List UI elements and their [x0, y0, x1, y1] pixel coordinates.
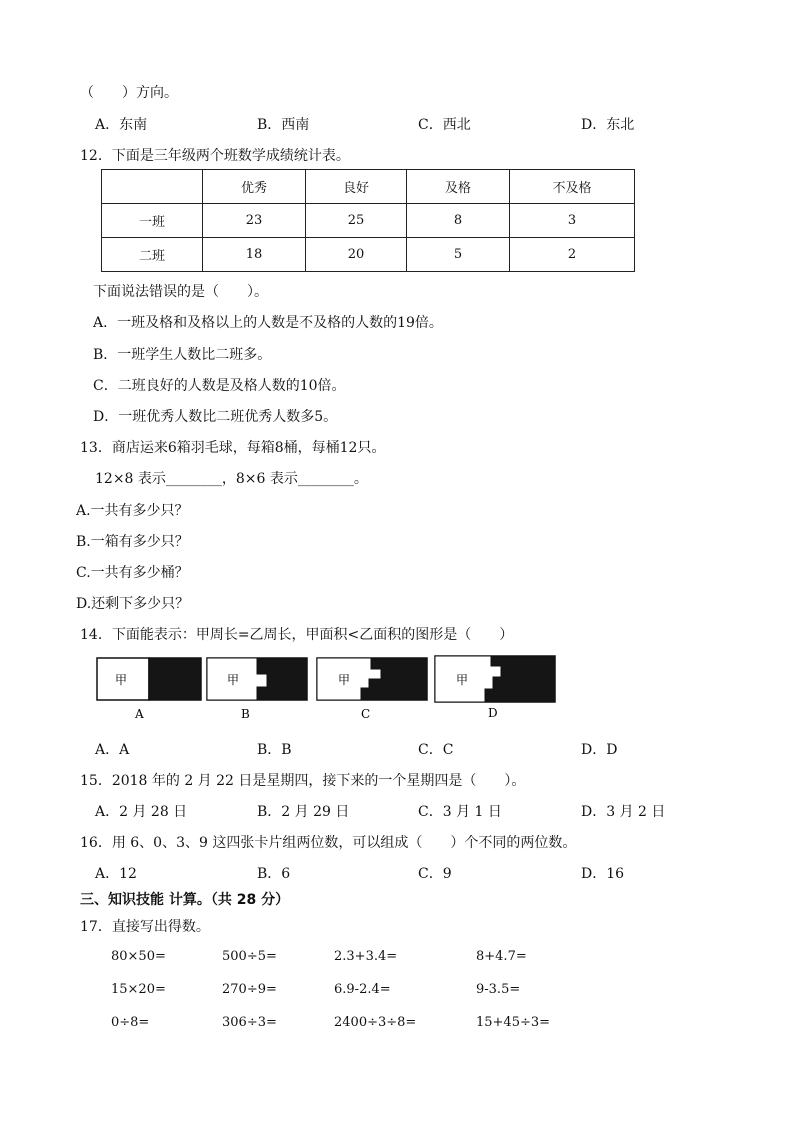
q17-stem: 17．直接写出得数。 — [80, 919, 210, 935]
q14-stem: 14．下面能表示：甲周长=乙周长，甲面积<乙面积的图形是（ ） — [80, 627, 514, 643]
table-cell: 二班 — [102, 238, 203, 272]
q13-stem: 13．商店运来6箱羽毛球，每箱8桶，每桶12只。 — [80, 440, 386, 456]
table-cell: 25 — [306, 204, 407, 238]
q13-option-d: D.还剩下多少只？ — [76, 596, 190, 612]
calc-item: 2.3+3.4= — [334, 949, 398, 964]
calc-item: 2400÷3÷8= — [334, 1015, 417, 1030]
section-3-title: 三、知识技能 计算。（共 28 分） — [80, 892, 290, 908]
q13-fill-blank: 12×8 表示________，8×6 表示________。 — [95, 471, 368, 487]
table-header-cell: 不及格 — [510, 170, 635, 204]
q16-option-b: B．6 — [257, 866, 291, 882]
q11-option-c: C．西北 — [418, 117, 471, 133]
score-table — [101, 169, 635, 272]
calc-item: 270÷9= — [222, 982, 277, 997]
table-header-row — [102, 170, 635, 204]
q16-option-d: D．16 — [581, 866, 625, 882]
q12-option-a: A．一班及格和及格以上的人数是不及格的人数的19倍。 — [93, 315, 443, 331]
q16-stem: 16．用 6、0、3、9 这四张卡片组两位数，可以组成（ ）个不同的两位数。 — [80, 835, 577, 851]
figure-a-letter: A — [135, 707, 144, 721]
q12-option-d: D．一班优秀人数比二班优秀人数多5。 — [93, 409, 338, 425]
table-header-cell: 优秀 — [203, 170, 306, 204]
table-row — [102, 204, 635, 238]
q15-option-d: D．3 月 2 日 — [581, 804, 666, 820]
q14-figure — [95, 655, 565, 723]
q14-option-a: A．A — [95, 742, 130, 758]
q13-option-a: A.一共有多少只？ — [76, 503, 189, 519]
figure-d-letter: D — [488, 706, 498, 720]
table-cell: 一班 — [102, 204, 203, 238]
table-row — [102, 238, 635, 272]
q12-option-c: C．二班良好的人数是及格人数的10倍。 — [93, 378, 346, 394]
table-cell: 8 — [407, 204, 510, 238]
figure-d-label: 甲 — [456, 673, 469, 687]
table-cell: 3 — [510, 204, 635, 238]
q11-option-b: B．西南 — [257, 117, 310, 133]
calc-item: 15+45÷3= — [476, 1015, 551, 1030]
calc-item: 306÷3= — [222, 1015, 277, 1030]
figure-d — [435, 656, 555, 720]
calc-item: 8+4.7= — [476, 949, 527, 964]
q13-option-c: C.一共有多少桶？ — [76, 565, 189, 581]
q15-option-c: C．3 月 1 日 — [418, 804, 502, 820]
q16-option-c: C．9 — [418, 866, 452, 882]
table-header-cell: 及格 — [407, 170, 510, 204]
figure-b — [207, 658, 307, 721]
q16-option-a: A．12 — [95, 866, 137, 882]
q15-option-b: B．2 月 29 日 — [257, 804, 350, 820]
table-cell: 23 — [203, 204, 306, 238]
figure-b-label: 甲 — [227, 673, 240, 687]
q15-stem: 15．2018 年的 2 月 22 日是星期四，接下来的一个星期四是（ ）。 — [80, 773, 526, 789]
figure-a — [97, 658, 201, 721]
figure-c-letter: C — [361, 707, 371, 721]
table-cell: 20 — [306, 238, 407, 272]
table-cell: 2 — [510, 238, 635, 272]
q14-option-c: C．C — [418, 742, 454, 758]
figure-a-label: 甲 — [115, 673, 128, 687]
q12-prompt: 下面说法错误的是（ ）。 — [93, 284, 268, 300]
figure-c-label: 甲 — [338, 673, 351, 687]
q11-tail-text: （ ）方向。 — [80, 85, 178, 101]
q15-option-a: A．2 月 28 日 — [95, 804, 188, 820]
figure-b-letter: B — [241, 707, 250, 721]
table-header-cell — [102, 170, 203, 204]
calc-item: 500÷5= — [222, 949, 277, 964]
q14-option-d: D．D — [581, 742, 618, 758]
calc-item: 6.9-2.4= — [334, 982, 391, 997]
calc-item: 0÷8= — [111, 1015, 150, 1030]
q13-option-b: B.一箱有多少只？ — [76, 534, 189, 550]
table-header-cell: 良好 — [306, 170, 407, 204]
q11-option-a: A．东南 — [95, 117, 148, 133]
calc-item: 80×50= — [111, 949, 166, 964]
q11-option-d: D．东北 — [581, 117, 635, 133]
q12-option-b: B．一班学生人数比二班多。 — [93, 347, 272, 363]
figure-c — [317, 658, 427, 721]
q14-option-b: B．B — [257, 742, 292, 758]
table-cell: 18 — [203, 238, 306, 272]
calc-item: 9-3.5= — [476, 982, 521, 997]
q12-stem: 12．下面是三年级两个班数学成绩统计表。 — [80, 148, 350, 164]
calc-item: 15×20= — [111, 982, 166, 997]
table-cell: 5 — [407, 238, 510, 272]
